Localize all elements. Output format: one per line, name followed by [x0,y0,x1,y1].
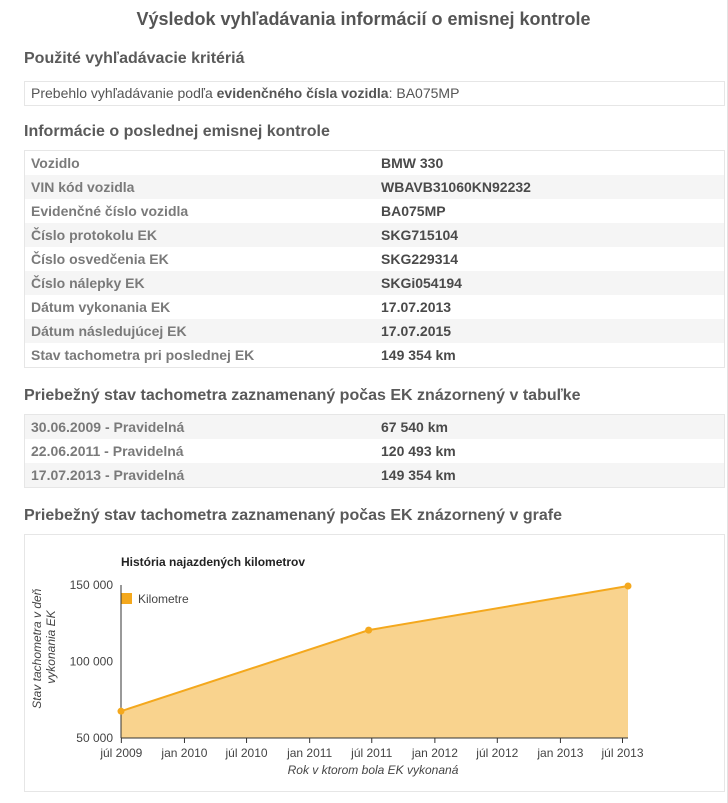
data-point [365,627,372,634]
y-axis-label-line-1: Stav tachometra v deň [30,588,44,709]
x-tick-label: júl 2009 [100,746,143,760]
x-tick-label: jan 2010 [161,746,208,760]
last-inspection-table [24,150,725,368]
table-row [25,151,724,175]
x-axis-label: Rok v ktorom bola EK vykonaná [287,763,459,777]
row-label: Dátum vykonania EK [31,299,171,315]
row-value: 149 354 km [381,467,456,483]
row-label: Číslo nálepky EK [31,275,145,291]
x-tick-label: júl 2010 [225,746,268,760]
y-tick-label: 50 000 [76,731,113,745]
odometer-table-heading: Priebežný stav tachometra zaznamenaný počas EK znázornený v tabuľke [24,387,581,404]
row-label: Evidenčné číslo vozidla [31,203,189,219]
y-axis-ticks [70,578,114,745]
row-label: Stav tachometra pri poslednej EK [31,347,255,363]
criteria-box [24,81,725,106]
table-row [25,439,724,463]
row-value: SKGi054194 [381,275,462,291]
criteria-field: evidenčného čísla vozidla [216,85,389,101]
row-label: Dátum následujúcej EK [31,323,187,339]
row-value: 67 540 km [381,419,448,435]
x-tick-label: júl 2013 [601,746,644,760]
odometer-chart-container [24,534,725,792]
x-tick-label: júl 2011 [351,746,393,760]
row-value: 17.07.2015 [381,323,452,339]
last-inspection-heading: Informácie o poslednej emisnej kontrole [24,123,330,140]
row-label: Číslo protokolu EK [31,227,157,243]
chart-title: História najazdených kilometrov [121,555,306,569]
row-label: 17.07.2013 - Pravidelná [31,467,185,483]
table-row [25,319,724,343]
row-value: BMW 330 [381,155,444,171]
row-label: 22.06.2011 - Pravidelná [31,443,184,459]
table-row [25,415,724,439]
legend-label: Kilometre [138,592,189,606]
row-label: Vozidlo [31,155,80,171]
y-axis-label-line-2: vykonania EK [44,610,58,684]
data-point [118,708,125,715]
page-title: Výsledok vyhľadávania informácií o emisnej kontrole [136,9,591,29]
table-row [25,223,724,247]
row-value: 120 493 km [381,443,456,459]
y-axis-label [30,585,58,708]
data-point [625,582,632,589]
x-tick-label: jan 2013 [537,746,584,760]
table-row [25,271,724,295]
x-tick-label: jan 2011 [287,746,333,760]
criteria-heading: Použité vyhľadávacie kritériá [24,50,245,67]
table-row [25,295,724,319]
row-value: SKG229314 [381,251,459,267]
row-label: 30.06.2009 - Pravidelná [31,419,185,435]
row-label: VIN kód vozidla [31,179,135,195]
chart-legend[interactable] [121,592,189,606]
plot-area [118,582,632,743]
table-row [25,175,724,199]
row-value: 149 354 km [381,347,456,363]
x-axis-ticks [99,746,644,760]
table-row [25,199,724,223]
row-value: SKG715104 [381,227,459,243]
table-row [25,463,724,487]
table-row [25,343,724,367]
y-tick-label: 150 000 [69,578,113,592]
legend-swatch [121,593,132,604]
y-tick-label: 100 000 [69,654,113,669]
row-label: Číslo osvedčenia EK [31,251,169,267]
criteria-prefix: Prebehlo vyhľadávanie podľa [31,85,217,101]
odometer-table [24,414,725,488]
row-value: 17.07.2013 [381,299,452,315]
row-value: WBAVB31060KN92232 [381,179,531,195]
x-tick-label: júl 2012 [476,746,519,760]
odometer-chart-heading: Priebežný stav tachometra zaznamenaný počas EK znázornený v grafe [24,507,562,524]
odometer-chart [25,535,724,791]
x-tick-label: jan 2012 [411,746,458,760]
row-value: BA075MP [381,203,446,219]
series-area [121,586,628,738]
criteria-value: : BA075MP [388,85,460,101]
table-row [25,247,724,271]
